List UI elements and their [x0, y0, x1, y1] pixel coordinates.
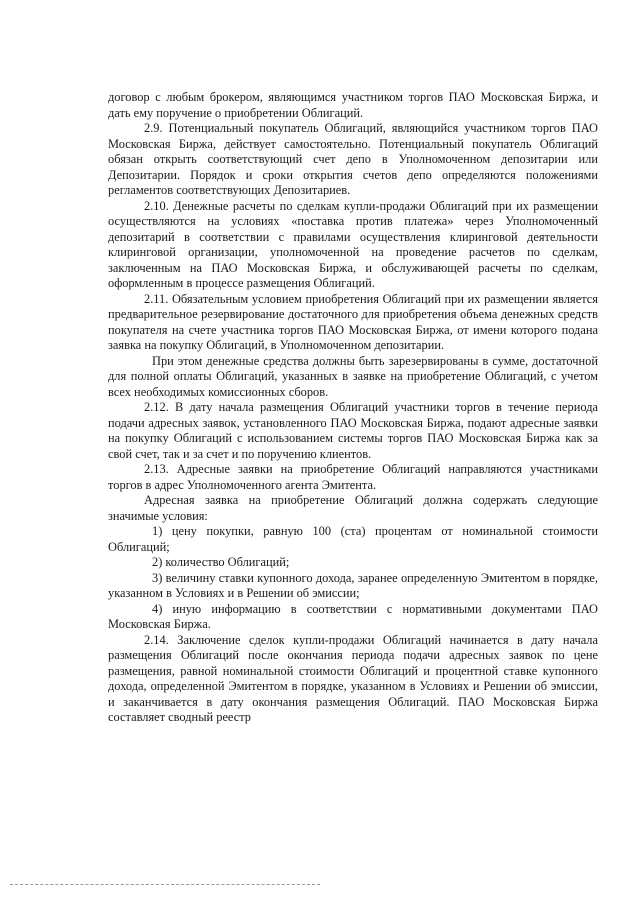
paragraph-reserve-note: При этом денежные средства должны быть зарезервированы в сумме, достаточной для полной оплаты Облигаций, указанных в заявке на приобретение Облигаций, с учетом всех необходимых комиссионных сборов.	[108, 353, 598, 399]
paragraph-conditions-intro: Адресная заявка на приобретение Облигаций должна содержать следующие значимые условия:	[108, 493, 598, 523]
list-item-quantity: 2) количество Облигаций;	[152, 555, 290, 569]
paragraph-2-11: 2.11. Обязательным условием приобретения Облигаций при их размещении является предварительное резервирование достаточного для приобретения объема денежных средств покупателя на счете участника торгов ПАО Московская Биржа, от имени которого подана заявка на покупку Облигаций, в Уполномоченном депозитарии.	[108, 291, 598, 352]
footer-dashed-line	[10, 884, 320, 885]
paragraph-2-12: 2.12. В дату начала размещения Облигаций участники торгов в течение периода подачи адресных заявок, установленного ПАО Московская Биржа, подают адресные заявки на покупку Облигаций с использованием системы торгов ПАО Московская Биржа как за свой счет, так и за счет и по поручению клиентов.	[108, 400, 598, 461]
list-item-other-info: 4) иную информацию в соответствии с нормативными документами ПАО Московская Биржа.	[108, 601, 598, 631]
list-item-coupon-rate: 3) величину ставки купонного дохода, заранее определенную Эмитентом в порядке, указанном в Условиях и в Решении об эмиссии;	[108, 570, 598, 600]
list-item-price: 1) цену покупки, равную 100 (ста) процентам от номинальной стоимости Облигаций;	[108, 524, 598, 554]
paragraph-2-9: 2.9. Потенциальный покупатель Облигаций, являющийся участником торгов ПАО Московская Биржа, действует самостоятельно. Потенциальный покупатель Облигаций обязан открыть соответствующий счет депо в Уполномоченном депозитарии или Депозитарии. Порядок и сроки открытия счетов депо определяются положениями регламентов соответствующих Депозитариев.	[108, 121, 598, 197]
paragraph-2-10: 2.10. Денежные расчеты по сделкам купли-продажи Облигаций при их размещении осуществляются на условиях «поставка против платежа» через Уполномоченный депозитарий в соответствии с правилами осуществления клиринговой деятельности клиринговой организации, уполномоченной на проведение расчетов по сделкам, заключенным на ПАО Московская Биржа, и обслуживающей расчеты по сделкам, оформленным в процессе размещения Облигаций.	[108, 198, 598, 290]
document-page	[108, 90, 598, 726]
paragraph-continuation: договор с любым брокером, являющимся участником торгов ПАО Московская Биржа, и дать ему поручение о приобретении Облигаций.	[108, 90, 598, 120]
paragraph-2-14: 2.14. Заключение сделок купли-продажи Облигаций начинается в дату начала размещения Облигаций после окончания периода подачи адресных заявок по цене размещения, равной номинальной стоимости Облигаций и процентной ставке купонного дохода, определенной Эмитентом в порядке, указанном в Условиях и Решении об эмиссии, и заканчивается в дату окончания размещения Облигаций. ПАО Московская Биржа составляет сводный реестр	[108, 632, 598, 724]
paragraph-2-13: 2.13. Адресные заявки на приобретение Облигаций направляются участниками торгов в адрес Уполномоченного агента Эмитента.	[108, 462, 598, 492]
